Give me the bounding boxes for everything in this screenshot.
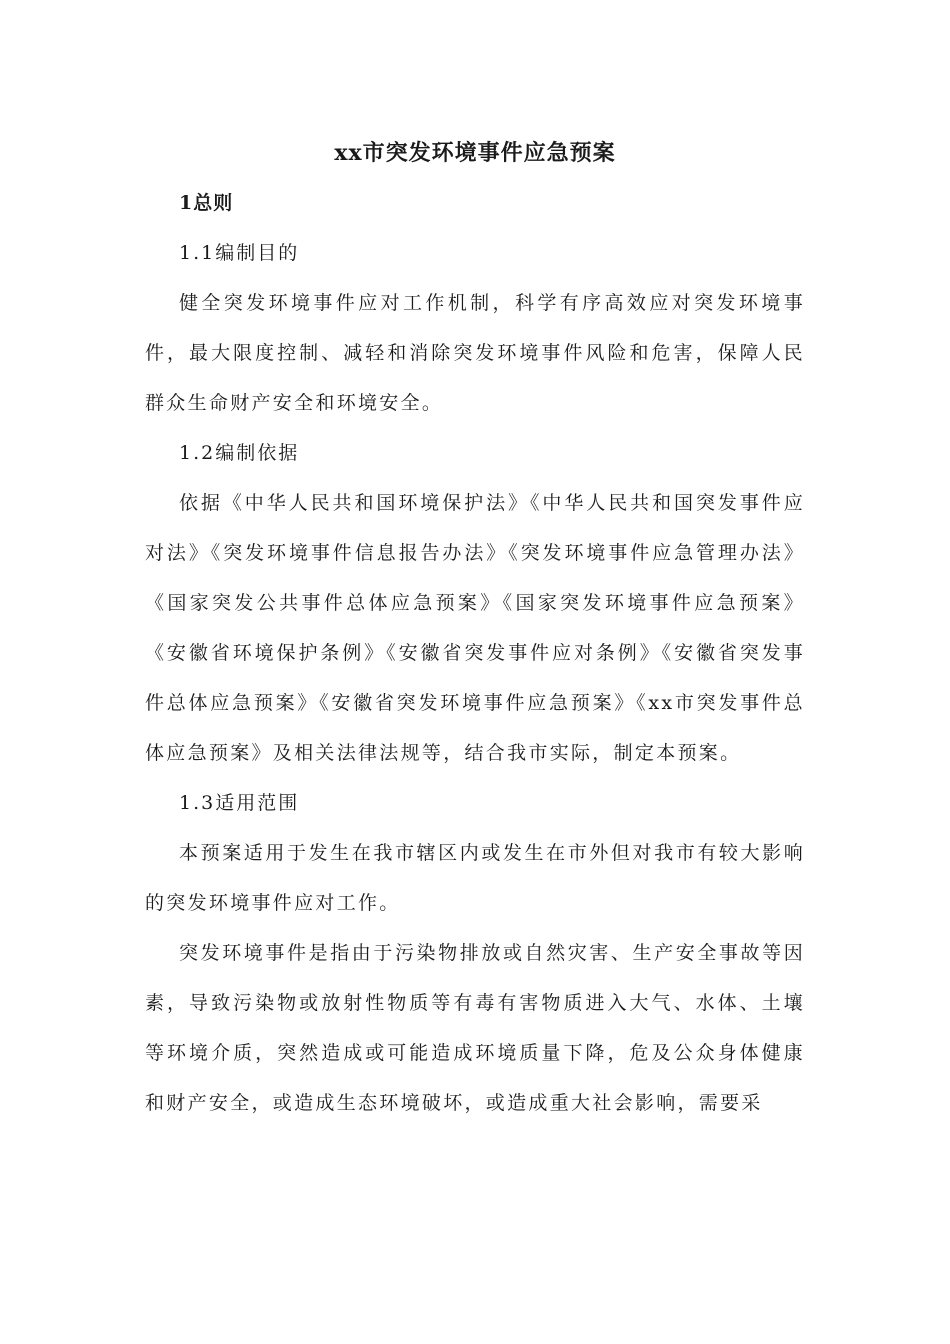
section-heading-general: 1总则	[179, 192, 234, 214]
paragraph-scope: 本预案适用于发生在我市辖区内或发生在市外但对我市有较大影响的突发环境事件应对工作。	[145, 842, 805, 914]
subsection-heading-basis: 1.2编制依据	[179, 442, 300, 464]
subsection-heading-scope: 1.3适用范围	[179, 792, 300, 814]
paragraph-definition: 突发环境事件是指由于污染物排放或自然灾害、生产安全事故等因素，导致污染物或放射性物质等有毒有害物质进入大气、水体、土壤等环境介质，突然造成或可能造成环境质量下降，危及公众身体健康和财产安全，或造成生态环境破坏，或造成重大社会影响，需要采	[145, 942, 805, 1114]
paragraph-purpose: 健全突发环境事件应对工作机制，科学有序高效应对突发环境事件，最大限度控制、减轻和消除突发环境事件风险和危害，保障人民群众生命财产安全和环境安全。	[145, 292, 805, 414]
paragraph-basis: 依据《中华人民共和国环境保护法》《中华人民共和国突发事件应对法》《突发环境事件信息报告办法》《突发环境事件应急管理办法》《国家突发公共事件总体应急预案》《国家突发环境事件应急预案》《安徽省环境保护条例》《安徽省突发事件应对条例》《安徽省突发事件总体应急预案》《安徽省突发环境事件应急预案》《xx市突发事件总体应急预案》及相关法律法规等，结合我市实际，制定本预案。	[145, 492, 805, 764]
subsection-heading-purpose: 1.1编制目的	[179, 242, 300, 264]
document-title: xx市突发环境事件应急预案	[334, 140, 616, 166]
document-body	[145, 178, 805, 1128]
